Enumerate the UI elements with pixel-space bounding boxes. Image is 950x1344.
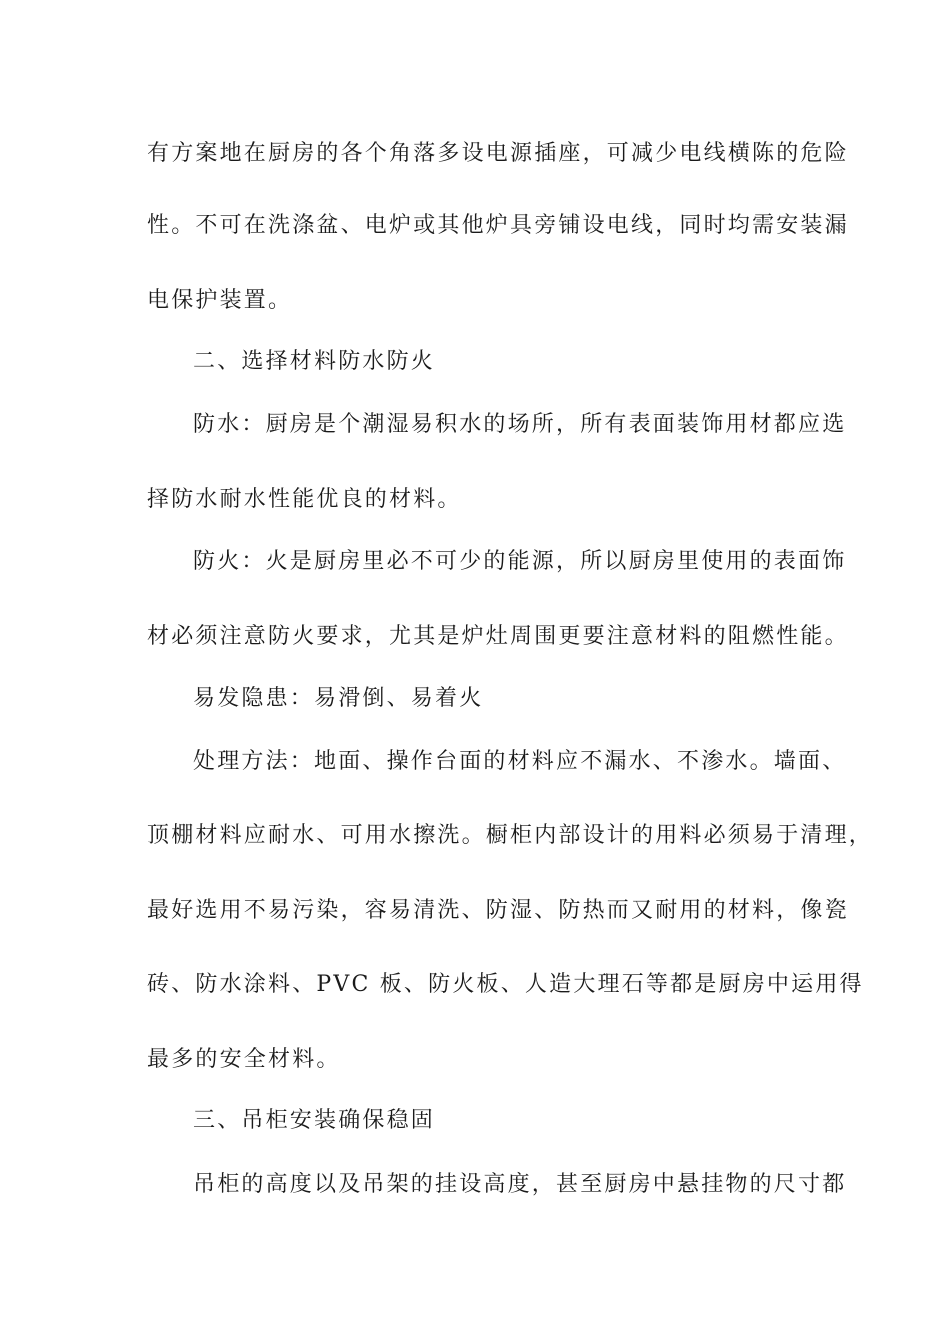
text-line: 最好选用不易污染，容易清洗、防湿、防热而又耐用的材料，像瓷: [147, 898, 849, 923]
text-line: 电保护装置。: [147, 288, 293, 313]
text-line: 择防水耐水性能优良的材料。: [147, 487, 462, 512]
text-line: 最多的安全材料。: [147, 1047, 341, 1072]
text-line: 防水：厨房是个潮湿易积水的场所，所有表面装饰用材都应选: [193, 412, 847, 437]
text-line: 砖、防水涂料、PVC 板、防火板、人造大理石等都是厨房中运用得: [147, 972, 864, 997]
text-line: 有方案地在厨房的各个角落多设电源插座，可减少电线横陈的危险: [147, 141, 849, 166]
text-line: 顶棚材料应耐水、可用水擦洗。橱柜内部设计的用料必须易于清理，: [147, 823, 874, 848]
section-heading: 二、选择材料防水防火: [193, 349, 436, 374]
section-heading: 三、吊柜安装确保稳固: [193, 1108, 436, 1133]
text-line: 易发隐患：易滑倒、易着火: [193, 686, 484, 711]
text-line: 吊柜的高度以及吊架的挂设高度，甚至厨房中悬挂物的尺寸都: [193, 1172, 847, 1197]
text-line: 性。不可在洗涤盆、电炉或其他炉具旁铺设电线，同时均需安装漏: [147, 213, 849, 238]
text-line: 防火：火是厨房里必不可少的能源，所以厨房里使用的表面饰: [193, 549, 847, 574]
text-line: 材必须注意防火要求，尤其是炉灶周围更要注意材料的阻燃性能。: [147, 624, 849, 649]
text-line: 处理方法：地面、操作台面的材料应不漏水、不渗水。墙面、: [193, 749, 847, 774]
